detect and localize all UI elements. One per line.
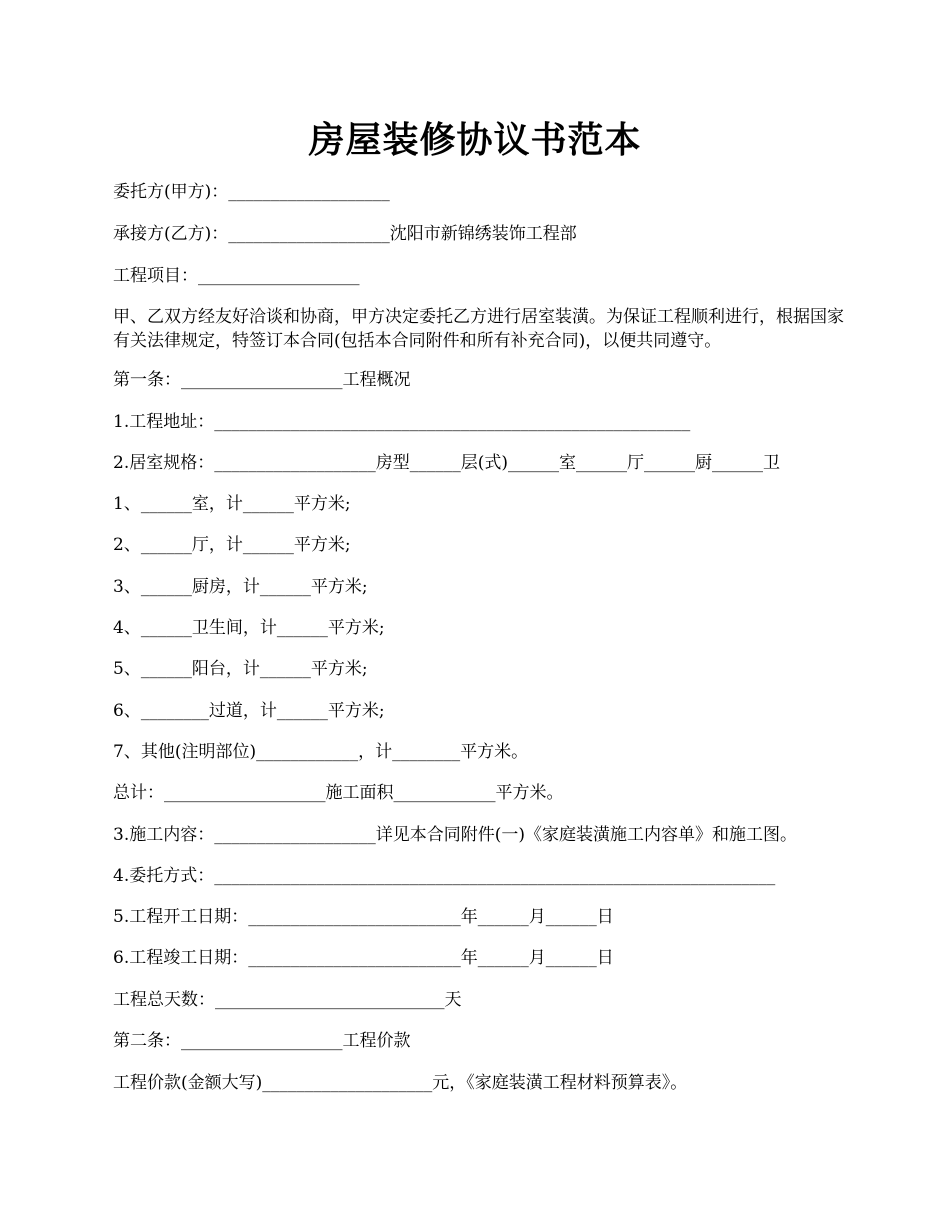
contractor-party-line: 承接方(乙方)：___________________沈阳市新锦绣装饰工程部 [113,224,577,244]
total-days-line: 工程总天数：___________________________天 [113,990,462,1010]
room-spec-line: 2.居室规格：___________________房型______层(式)______室______厅______厨______卫 [113,453,780,473]
project-line: 工程项目：___________________ [113,266,360,286]
document-title: 房屋装修协议书范本 [308,119,642,161]
construction-content-line: 3.施工内容：___________________详见本合同附件(一)《家庭装潢施工内容单》和施工图。 [113,825,797,845]
hall-area-item: 2、______厅，计______平方米; [113,535,351,555]
project-price-line: 工程价款(金额大写)____________________元，《家庭装潢工程材料预算表》。 [113,1073,688,1093]
total-area-line: 总计：___________________施工面积____________平方米。 [113,783,564,803]
kitchen-area-item: 3、______厨房，计______平方米; [113,577,368,597]
preamble-paragraph: 甲、乙双方经友好洽谈和协商，甲方决定委托乙方进行居室装潢。为保证工程顺利进行，根据国家有关法律规定，特签订本合同(包括本合同附件和所有补充合同)，以便共同遵守。 [113,307,844,351]
other-area-item: 7、其他(注明部位)____________，计________平方米。 [113,742,529,762]
article-two-heading: 第二条：___________________工程价款 [113,1031,411,1051]
client-party-line: 委托方(甲方)：___________________ [113,182,390,202]
corridor-area-item: 6、________过道，计______平方米; [113,701,385,721]
room-area-item: 1、______室，计______平方米; [113,494,351,514]
commission-method-line: 4.委托方式：__________________________________________________________________ [113,866,776,886]
balcony-area-item: 5、______阳台，计______平方米; [113,659,368,679]
completion-date-line: 6.工程竣工日期：_________________________年______月______日 [113,948,614,968]
start-date-line: 5.工程开工日期：_________________________年______月______日 [113,907,614,927]
article-one-heading: 第一条：___________________工程概况 [113,370,411,390]
bathroom-area-item: 4、______卫生间，计______平方米; [113,618,385,638]
project-address-line: 1.工程地址：________________________________________________________ [113,412,691,432]
